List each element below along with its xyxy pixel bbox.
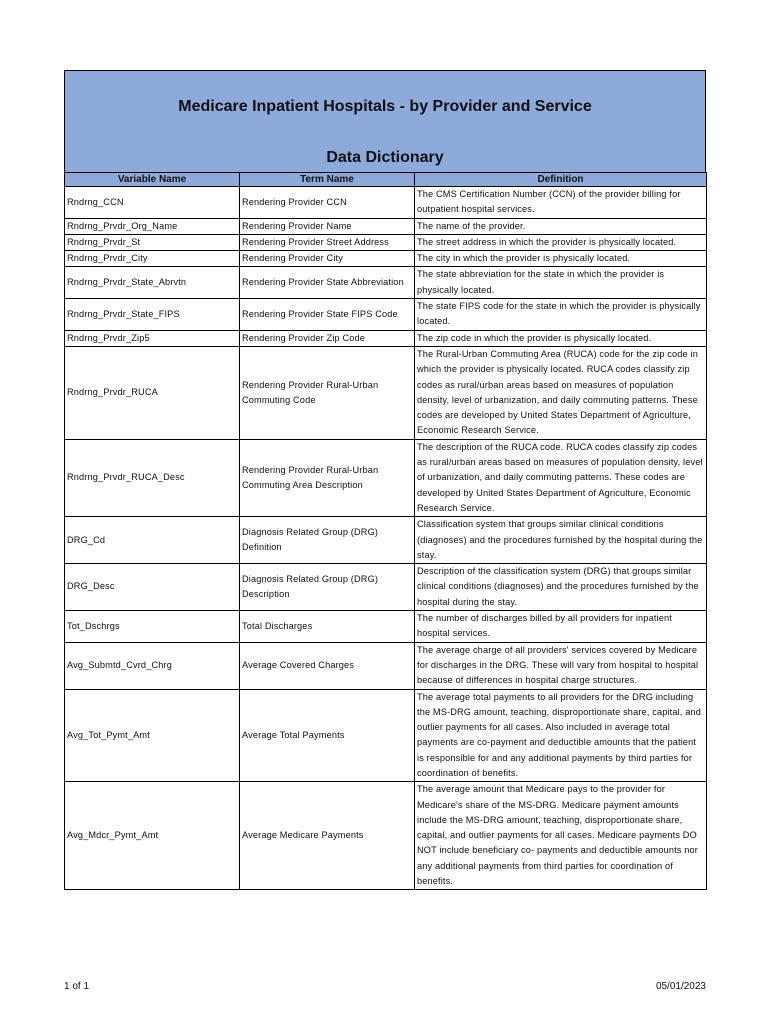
table-row — [65, 218, 707, 234]
definition-cell: The state FIPS code for the state in which the provider is physically located. — [415, 299, 707, 331]
definition-cell: The average amount that Medicare pays to the provider for Medicare's share of the MS-DRG. Medicare payment amounts include the MS-DRG amount, teaching, disproportionate share, capital, and outlier payments for all cases. Medicare payments DO NOT include beneficiary co- payments and deductible amounts nor any additional payments from third parties for coordination of benefits. — [415, 782, 707, 890]
term-name-cell: Diagnosis Related Group (DRG) Definition — [240, 517, 415, 564]
variable-name-cell: DRG_Cd — [65, 517, 240, 564]
table-row — [65, 517, 707, 564]
term-name-cell: Rendering Provider Name — [240, 218, 415, 234]
table-row — [65, 782, 707, 890]
table-body — [65, 187, 707, 890]
variable-name-cell: Avg_Tot_Pymt_Amt — [65, 689, 240, 782]
term-name-cell: Rendering Provider Street Address — [240, 234, 415, 250]
definition-cell: The city in which the provider is physically located. — [415, 251, 707, 267]
variable-name-cell: Rndrng_Prvdr_RUCA — [65, 346, 240, 439]
term-name-cell: Average Total Payments — [240, 689, 415, 782]
table-row — [65, 330, 707, 346]
variable-name-cell: DRG_Desc — [65, 564, 240, 611]
definition-cell: The CMS Certification Number (CCN) of the provider billing for outpatient hospital services. — [415, 187, 707, 219]
table-row — [65, 346, 707, 439]
document-sheet — [64, 70, 706, 890]
variable-name-cell: Tot_Dschrgs — [65, 611, 240, 643]
term-name-cell: Average Covered Charges — [240, 642, 415, 689]
term-name-cell: Total Discharges — [240, 611, 415, 643]
page-title: Medicare Inpatient Hospitals - by Provider and Service — [178, 98, 592, 115]
definition-cell: The Rural-Urban Commuting Area (RUCA) code for the zip code in which the provider is physically located. RUCA codes classify zip codes as rural/urban areas based on measures of population density, level of urbanization, and daily commuting patterns. These codes are developed by United States Department of Agriculture, Economic Research Service. — [415, 346, 707, 439]
table-row — [65, 439, 707, 516]
page-number: 1 of 1 — [64, 981, 90, 992]
definition-cell: The street address in which the provider is physically located. — [415, 234, 707, 250]
term-name-cell: Rendering Provider CCN — [240, 187, 415, 219]
definition-cell: The zip code in which the provider is physically located. — [415, 330, 707, 346]
data-dictionary-table — [64, 172, 707, 890]
term-name-cell: Rendering Provider State FIPS Code — [240, 299, 415, 331]
variable-name-cell: Avg_Mdcr_Pymt_Amt — [65, 782, 240, 890]
definition-cell: The name of the provider. — [415, 218, 707, 234]
header-definition: Definition — [415, 173, 707, 187]
definition-cell: The state abbreviation for the state in which the provider is physically located. — [415, 267, 707, 299]
table-row — [65, 251, 707, 267]
term-name-cell: Rendering Provider Zip Code — [240, 330, 415, 346]
variable-name-cell: Rndrng_Prvdr_Zip5 — [65, 330, 240, 346]
definition-cell: The average charge of all providers' services covered by Medicare for discharges in the DRG. These will vary from hospital to hospital because of differences in hospital charge structures. — [415, 642, 707, 689]
term-name-cell: Average Medicare Payments — [240, 782, 415, 890]
variable-name-cell: Rndrng_Prvdr_St — [65, 234, 240, 250]
term-name-cell: Rendering Provider City — [240, 251, 415, 267]
page-subtitle: Data Dictionary — [326, 149, 444, 166]
table-row — [65, 642, 707, 689]
table-row — [65, 564, 707, 611]
term-name-cell: Rendering Provider State Abbreviation — [240, 267, 415, 299]
definition-cell: The average total payments to all providers for the DRG including the MS-DRG amount, teaching, disproportionate share, capital, and outlier payments for all cases. Also included in average total payments are co-payment and deductible amounts that the patient is responsible for and any additional payments by third parties for coordination of benefits. — [415, 689, 707, 782]
definition-cell: The description of the RUCA code. RUCA codes classify zip codes as rural/urban areas based on measures of population density, level of urbanization, and daily commuting patterns. These codes are developed by United States Department of Agriculture, Economic Research Service. — [415, 439, 707, 516]
table-row — [65, 187, 707, 219]
variable-name-cell: Avg_Submtd_Cvrd_Chrg — [65, 642, 240, 689]
variable-name-cell: Rndrng_Prvdr_City — [65, 251, 240, 267]
table-row — [65, 234, 707, 250]
term-name-cell: Rendering Provider Rural-Urban Commuting Area Description — [240, 439, 415, 516]
table-row — [65, 689, 707, 782]
footer-date: 05/01/2023 — [655, 981, 706, 992]
definition-cell: Description of the classification system (DRG) that groups similar clinical conditions (diagnoses) and the procedures furnished by the hospital during the stay. — [415, 564, 707, 611]
table-header-row — [65, 173, 707, 187]
variable-name-cell: Rndrng_CCN — [65, 187, 240, 219]
variable-name-cell: Rndrng_Prvdr_RUCA_Desc — [65, 439, 240, 516]
variable-name-cell: Rndrng_Prvdr_Org_Name — [65, 218, 240, 234]
table-row — [65, 267, 707, 299]
definition-cell: The number of discharges billed by all providers for inpatient hospital services. — [415, 611, 707, 643]
variable-name-cell: Rndrng_Prvdr_State_FIPS — [65, 299, 240, 331]
definition-cell: Classification system that groups similar clinical conditions (diagnoses) and the procedures furnished by the hospital during the stay. — [415, 517, 707, 564]
table-row — [65, 299, 707, 331]
header-term-name: Term Name — [240, 173, 415, 187]
table-row — [65, 611, 707, 643]
header-variable-name: Variable Name — [65, 173, 240, 187]
term-name-cell: Rendering Provider Rural-Urban Commuting Code — [240, 346, 415, 439]
title-banner — [64, 70, 706, 172]
variable-name-cell: Rndrng_Prvdr_State_Abrvtn — [65, 267, 240, 299]
term-name-cell: Diagnosis Related Group (DRG) Description — [240, 564, 415, 611]
